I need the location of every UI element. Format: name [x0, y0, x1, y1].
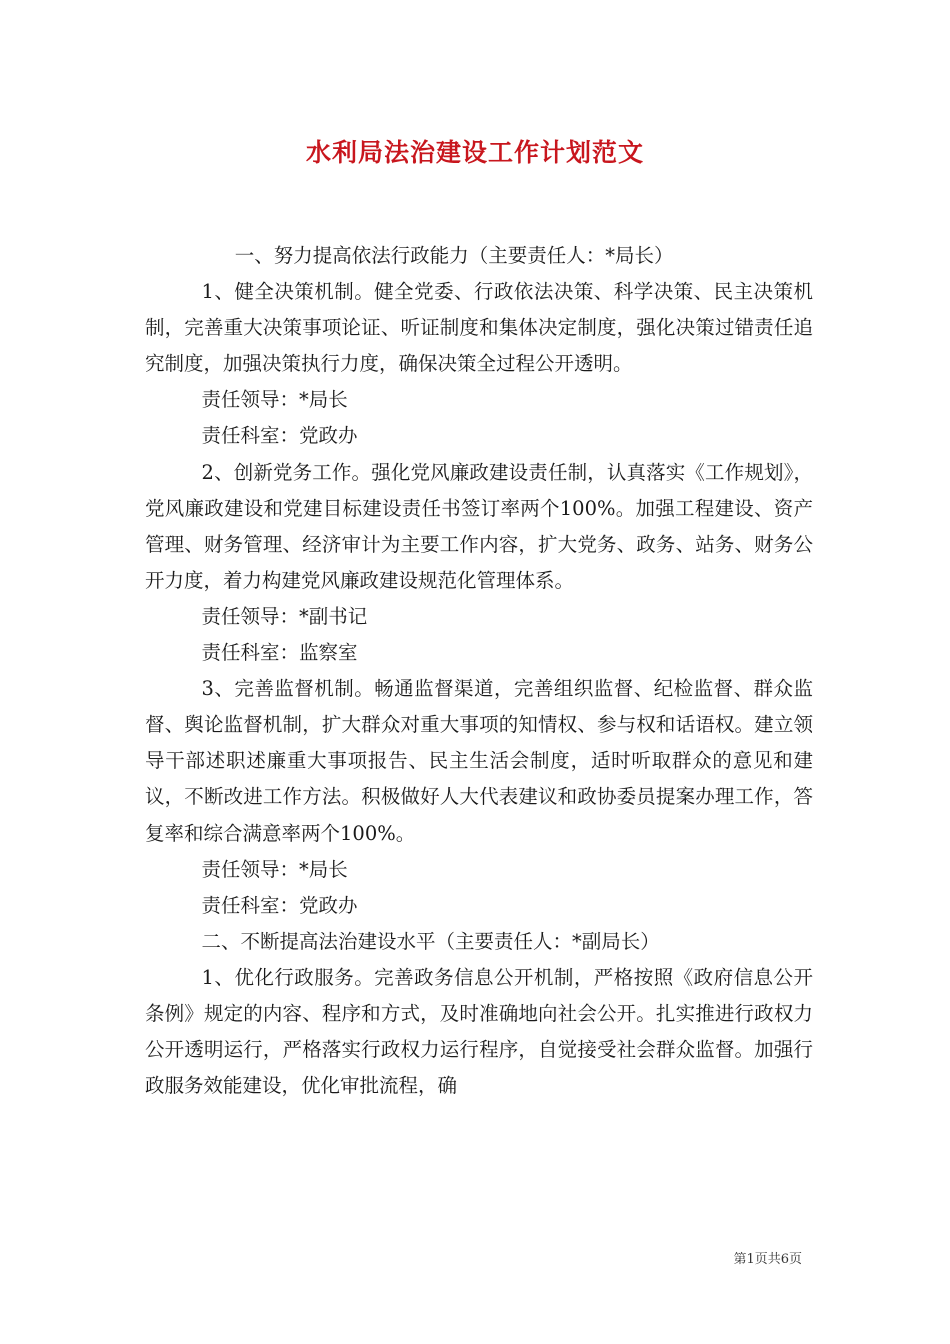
paragraph-party-affairs: 2、创新党务工作。强化党风廉政建设责任制，认真落实《工作规划》，党风廉政建设和党建目标建设责任书签订率两个100%。加强工程建设、资产管理、财务管理、经济审计为主要工作内容，扩大党务、政务、站务、财务公开力度，着力构建党风廉政建设规范化管理体系。: [145, 460, 813, 592]
document-title: 水利局法治建设工作计划范文: [305, 138, 644, 167]
section-heading-1: 一、努力提高依法行政能力（主要责任人：*局长）: [234, 244, 674, 267]
document-body: [145, 238, 813, 1104]
responsible-leader-2: 责任领导：*副书记: [201, 604, 368, 628]
responsible-office-1: 责任科室：党政办: [201, 424, 358, 448]
paragraph-supervision: 3、完善监督机制。畅通监督渠道，完善组织监督、纪检监督、群众监督、舆论监督机制，扩大群众对重大事项的知情权、参与权和话语权。建立领导干部述职述廉重大事项报告、民主生活会制度，适时听取群众的意见和建议，不断改进工作方法。积极做好人大代表建议和政协委员提案办理工作，答复率和综合满意率两个100%。: [145, 677, 813, 845]
paragraph-administrative-service: 1、优化行政服务。完善政务信息公开机制，严格按照《政府信息公开条例》规定的内容、程序和方式，及时准确地向社会公开。扎实推进行政权力公开透明运行，严格落实行政权力运行程序，自觉接受社会群众监督。加强行政服务效能建设，优化审批流程，确: [145, 965, 813, 1098]
responsible-office-2: 责任科室：监察室: [201, 641, 358, 665]
section-heading-2: 二、不断提高法治建设水平（主要责任人：*副局长）: [201, 929, 660, 953]
responsible-office-3: 责任科室：党政办: [201, 893, 358, 917]
responsible-leader-1: 责任领导：*局长: [201, 388, 348, 412]
responsible-leader-3: 责任领导：*局长: [201, 857, 348, 881]
paragraph-decision-mechanism: 1、健全决策机制。健全党委、行政依法决策、科学决策、民主决策机制，完善重大决策事项论证、听证制度和集体决定制度，强化决策过错责任追究制度，加强决策执行力度，确保决策全过程公开透明。: [145, 280, 813, 376]
page-indicator: 第1页共6页: [733, 1252, 802, 1267]
